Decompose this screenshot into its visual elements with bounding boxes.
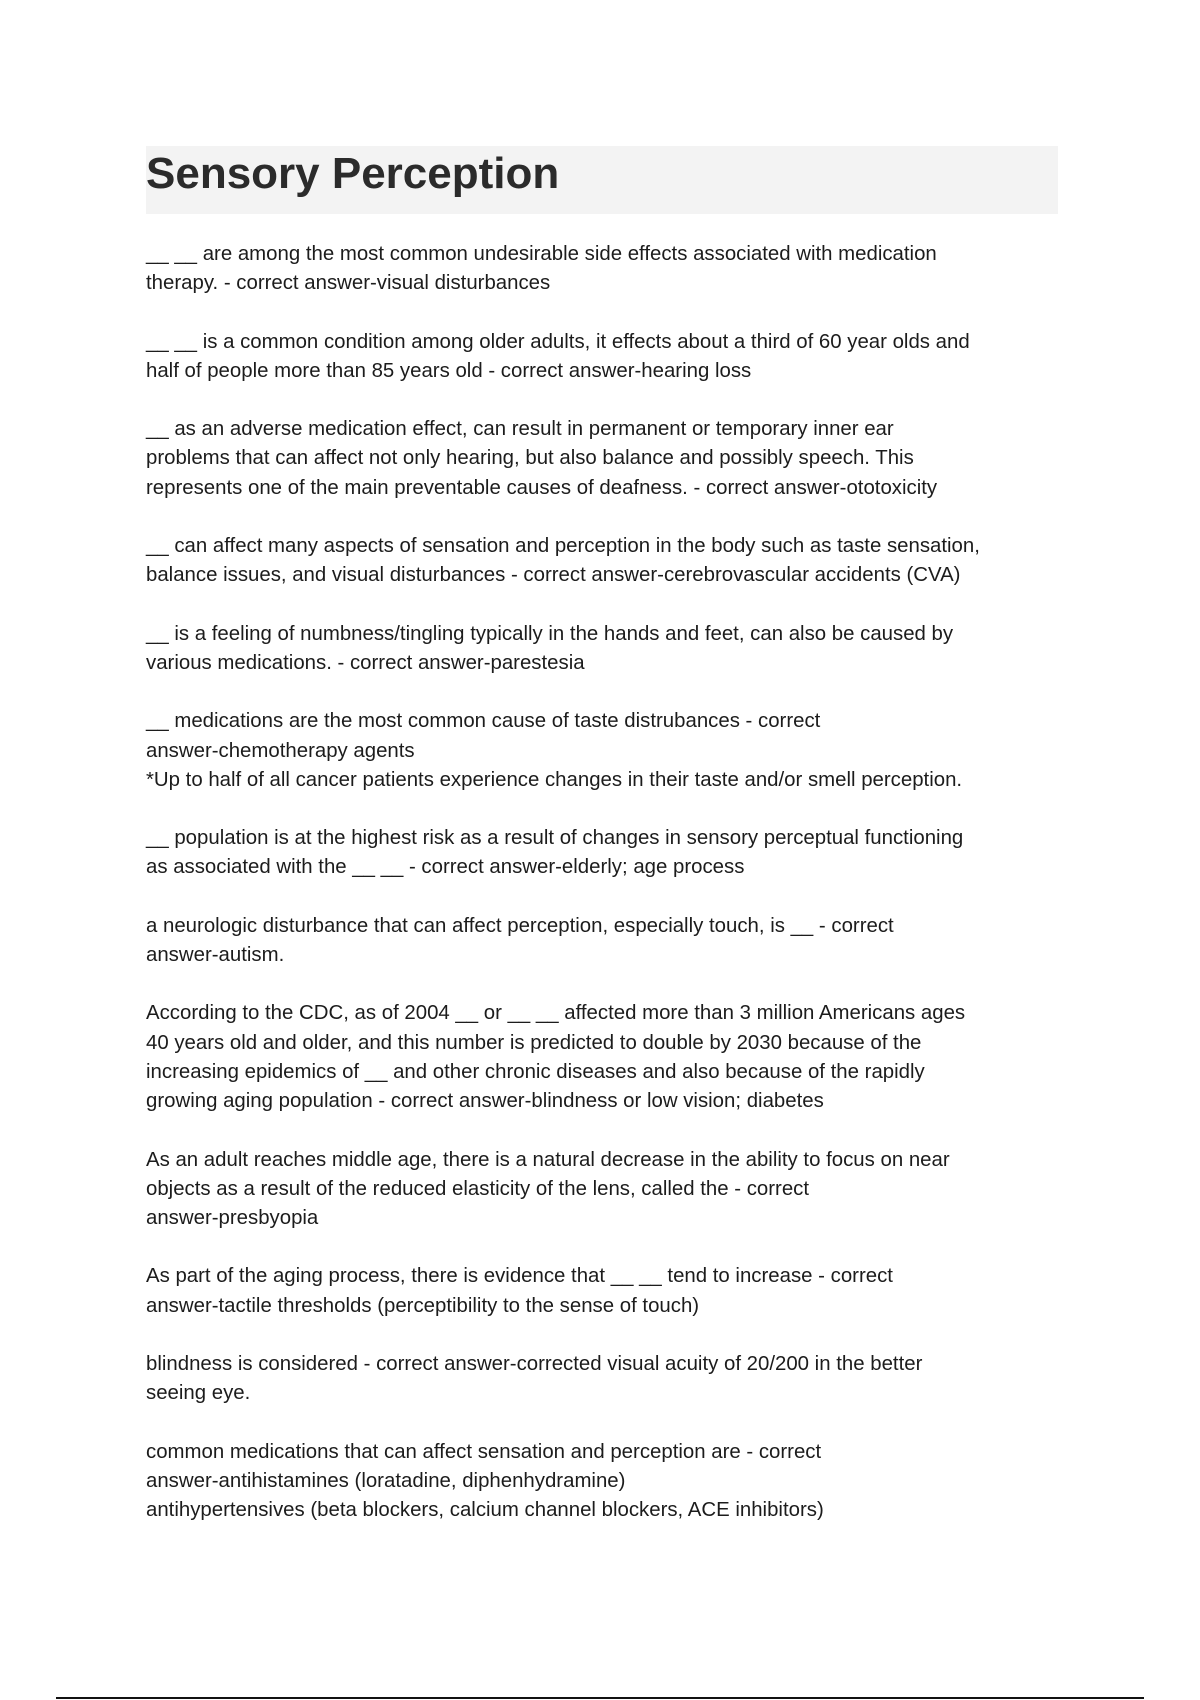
flashcard-text-line: __ as an adverse medication effect, can result in permanent or temporary inner ear (146, 418, 894, 441)
flashcard-text-line: answer-tactile thresholds (perceptibility to the sense of touch) (146, 1294, 700, 1317)
flashcard-text-line: 40 years old and older, and this number is predicted to double by 2030 because of the (146, 1031, 922, 1054)
flashcard-text-line: According to the CDC, as of 2004 __ or __ __ affected more than 3 million Americans ages (146, 1002, 966, 1025)
flashcard-text-line: seeing eye. (146, 1382, 251, 1405)
flashcard-item (146, 1438, 1066, 1526)
flashcard-text-line: therapy. - correct answer-visual disturbances (146, 272, 551, 295)
flashcard-item (146, 1350, 1066, 1409)
flashcard-text-line: __ can affect many aspects of sensation and perception in the body such as taste sensation, (146, 535, 980, 558)
flashcard-item (146, 620, 1066, 679)
flashcard-text-line: growing aging population - correct answer-blindness or low vision; diabetes (146, 1090, 824, 1113)
page-bottom-rule (56, 1697, 1144, 1699)
flashcard-text-line: __ __ is a common condition among older adults, it effects about a third of 60 year olds and (146, 330, 970, 353)
flashcard-text-line: a neurologic disturbance that can affect perception, especially touch, is __ - correct (146, 914, 894, 937)
flashcard-text-line: As an adult reaches middle age, there is a natural decrease in the ability to focus on near (146, 1148, 950, 1171)
flashcard-text-line: half of people more than 85 years old - correct answer-hearing loss (146, 359, 752, 382)
flashcard-text-line: answer-presbyopia (146, 1207, 319, 1230)
flashcard-text-line: objects as a result of the reduced elasticity of the lens, called the - correct (146, 1177, 810, 1200)
flashcard-item (146, 824, 1066, 883)
flashcard-text-line: As part of the aging process, there is evidence that __ __ tend to increase - correct (146, 1265, 893, 1288)
flashcard-text-line: common medications that can affect sensation and perception are - correct (146, 1440, 822, 1463)
flashcard-item (146, 999, 1066, 1116)
flashcard-text-line: __ medications are the most common cause of taste distrubances - correct (146, 710, 821, 733)
flashcard-text-line: *Up to half of all cancer patients experience changes in their taste and/or smell perception. (146, 768, 963, 791)
page-title: Sensory Perception (146, 149, 560, 198)
title-bar (146, 146, 1058, 214)
flashcard-item (146, 912, 1066, 971)
flashcard-text-line: blindness is considered - correct answer-corrected visual acuity of 20/200 in the better (146, 1353, 923, 1376)
flashcard-text-line: answer-autism. (146, 944, 285, 967)
flashcard-text-line: answer-chemotherapy agents (146, 739, 415, 762)
flashcard-text-line: antihypertensives (beta blockers, calcium channel blockers, ACE inhibitors) (146, 1499, 824, 1522)
flashcard-list (146, 240, 1066, 1555)
flashcard-text-line: as associated with the __ __ - correct answer-elderly; age process (146, 856, 745, 879)
flashcard-text-line: __ population is at the highest risk as a result of changes in sensory perceptual functioning (146, 827, 964, 850)
flashcard-text-line: answer-antihistamines (loratadine, diphenhydramine) (146, 1469, 626, 1492)
flashcard-item (146, 328, 1066, 387)
flashcard-text-line: increasing epidemics of __ and other chronic diseases and also because of the rapidly (146, 1060, 925, 1083)
flashcard-item (146, 1262, 1066, 1321)
flashcard-text-line: represents one of the main preventable causes of deafness. - correct answer-ototoxicity (146, 476, 938, 499)
flashcard-item (146, 532, 1066, 591)
flashcard-item (146, 707, 1066, 795)
flashcard-item (146, 240, 1066, 299)
flashcard-item (146, 1146, 1066, 1234)
flashcard-text-line: problems that can affect not only hearing, but also balance and possibly speech. This (146, 447, 914, 470)
flashcard-text-line: balance issues, and visual disturbances - correct answer-cerebrovascular accidents (CVA) (146, 564, 961, 587)
flashcard-item (146, 415, 1066, 503)
flashcard-text-line: __ is a feeling of numbness/tingling typically in the hands and feet, can also be caused by (146, 622, 954, 645)
flashcard-text-line: various medications. - correct answer-parestesia (146, 651, 585, 674)
flashcard-text-line: __ __ are among the most common undesirable side effects associated with medication (146, 243, 937, 265)
